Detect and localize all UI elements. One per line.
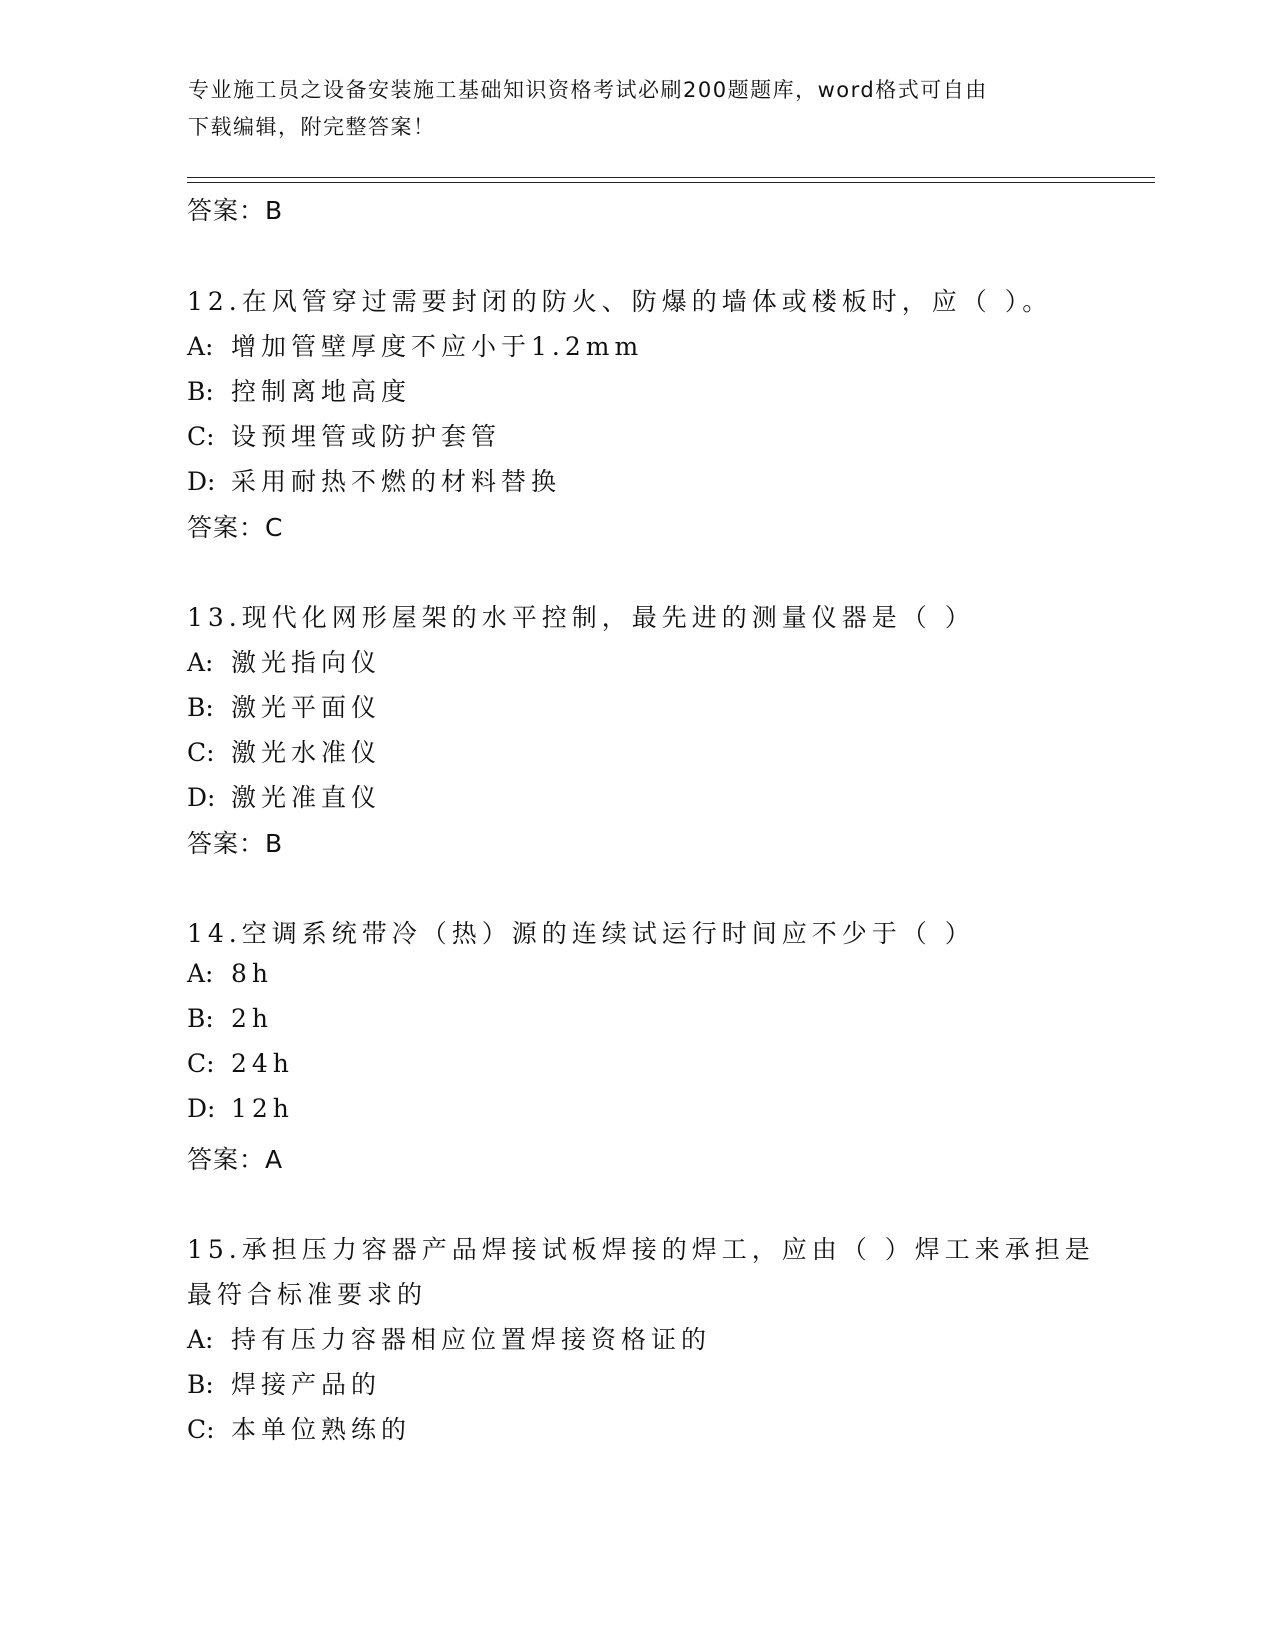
question-14-option-a <box>187 959 273 988</box>
option-letter: C: <box>187 422 215 451</box>
header-divider-top <box>187 177 1155 178</box>
option-letter: D: <box>187 467 216 496</box>
option-text: 焊接产品的 <box>231 1370 382 1399</box>
question-14-option-d <box>187 1094 294 1123</box>
question-13-answer: 答案：B <box>187 829 284 858</box>
header-title-line-2: 下载编辑，附完整答案！ <box>188 115 436 139</box>
option-text: 激光准直仪 <box>231 783 382 812</box>
option-letter: A: <box>187 1325 214 1354</box>
question-14-stem: 14.空调系统带冷（热）源的连续试运行时间应不少于（ ） <box>187 919 975 948</box>
question-12-option-b <box>187 372 411 408</box>
question-15-stem-line-2: 最符合标准要求的 <box>187 1280 428 1309</box>
option-letter: D: <box>187 783 216 812</box>
question-13-stem: 13.现代化网形屋架的水平控制，最先进的测量仪器是（ ） <box>187 603 975 632</box>
option-text: 8h <box>231 959 274 988</box>
option-letter: D: <box>187 1094 216 1123</box>
question-15-stem-line-1: 15.承担压力容器产品焊接试板焊接的焊工，应由（ ）焊工来承担是 <box>187 1235 1095 1264</box>
option-text: 持有压力容器相应位置焊接资格证的 <box>231 1325 712 1354</box>
option-text: 增加管壁厚度不应小于1.2mm <box>231 332 644 361</box>
option-text: 本单位熟练的 <box>231 1415 412 1444</box>
question-13-option-a <box>187 643 381 679</box>
question-15-option-b <box>187 1365 381 1401</box>
option-letter: C: <box>187 1049 215 1078</box>
option-letter: A: <box>187 959 214 988</box>
question-15-option-c <box>187 1410 411 1446</box>
option-letter: A: <box>187 332 214 361</box>
question-13-option-d <box>187 778 381 814</box>
question-14-option-c <box>187 1049 294 1078</box>
option-text: 激光水准仪 <box>231 738 382 767</box>
option-text: 2h <box>231 1004 274 1033</box>
option-letter: B: <box>187 1370 214 1399</box>
header-title-line-1: 专业施工员之设备安装施工基础知识资格考试必刷200题题库，word格式可自由 <box>188 78 988 102</box>
option-text: 设预埋管或防护套管 <box>231 422 502 451</box>
option-text: 采用耐热不燃的材料替换 <box>231 467 562 496</box>
question-12-option-c <box>187 417 501 453</box>
document-header <box>188 72 1068 146</box>
question-12-option-a <box>187 327 643 363</box>
option-letter: C: <box>187 1415 215 1444</box>
question-13-option-c <box>187 733 381 769</box>
option-letter: B: <box>187 377 214 406</box>
question-13-option-b <box>187 688 381 724</box>
question-14-answer: 答案：A <box>187 1145 284 1174</box>
option-text: 激光指向仪 <box>231 648 382 677</box>
question-15-option-a <box>187 1320 711 1356</box>
option-letter: B: <box>187 693 214 722</box>
question-12-answer: 答案：C <box>187 513 284 542</box>
header-divider-bottom <box>187 182 1155 183</box>
option-letter: C: <box>187 738 215 767</box>
question-12-stem: 12.在风管穿过需要封闭的防火、防爆的墙体或楼板时，应（ ）。 <box>187 287 1053 316</box>
option-text: 24h <box>231 1049 294 1078</box>
option-text: 12h <box>231 1094 294 1123</box>
option-text: 激光平面仪 <box>231 693 382 722</box>
option-letter: B: <box>187 1004 214 1033</box>
question-12-option-d <box>187 462 561 498</box>
previous-answer: 答案：B <box>187 196 284 225</box>
question-14-option-b <box>187 1004 273 1033</box>
option-letter: A: <box>187 648 214 677</box>
option-text: 控制离地高度 <box>231 377 412 406</box>
